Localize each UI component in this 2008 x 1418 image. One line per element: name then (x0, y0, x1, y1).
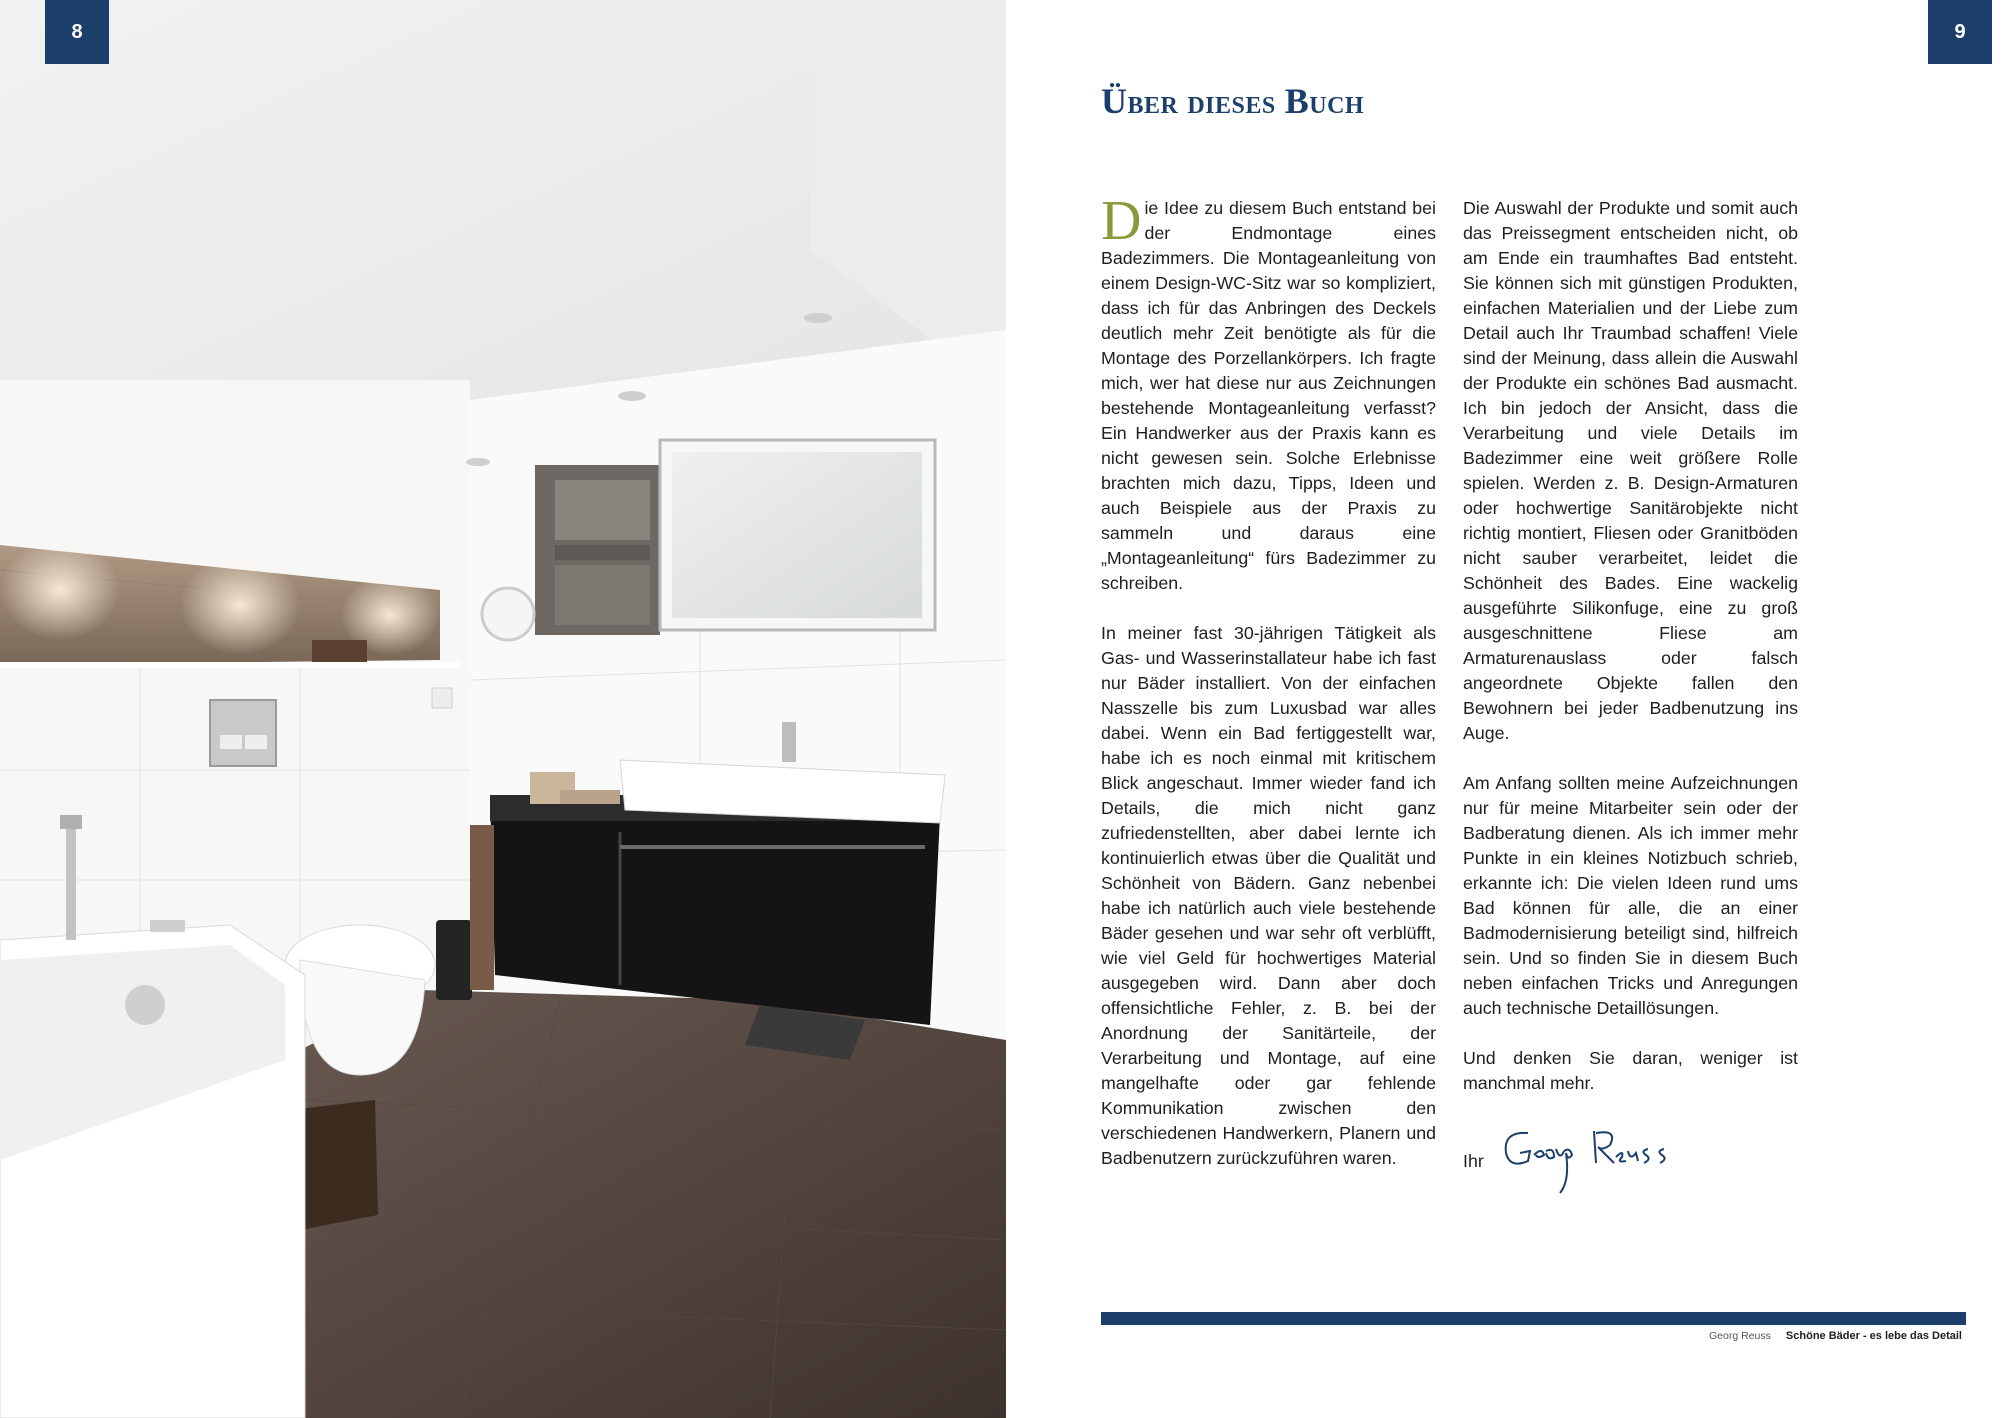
footer-book-title: Schöne Bäder - es lebe das Detail (1785, 1330, 1962, 1342)
text-column-1 (1101, 190, 1436, 1196)
title-part: ber dieses (1127, 84, 1285, 121)
paragraph-closing: Und denken Sie daran, weniger ist manchmal mehr. (1463, 1048, 1798, 1093)
signature-prefix: Ihr (1463, 1150, 1484, 1171)
paragraph-intro (1101, 190, 1436, 596)
title-initial: Ü (1101, 81, 1128, 121)
paragraph-notes: Am Anfang sollten meine Aufzeichnungen nur für meine Mitarbeiter sein oder der Badberatung dienen. Als ich immer mehr Punkte in ein kleines Notizbuch schrieb, erkannte ich: Die vielen Ideen rund ums Bad können für alle, die an einer Badmodernisierung beteiligt sind, hilfreich sein. Und so finden Sie in diesem Buch neben einfachen Tricks und Anregungen auch technische Detaillösungen. (1463, 773, 1798, 1018)
page-title (1101, 80, 1364, 122)
drop-cap: D (1101, 190, 1142, 252)
text-column-2 (1463, 196, 1798, 1201)
signature-line (1463, 1121, 1798, 1201)
handwritten-signature (1498, 1121, 1688, 1201)
title-initial-2: B (1284, 81, 1310, 121)
paragraph-experience: In meiner fast 30-jährigen Tätigkeit als Gas- und Wasserinstallateur habe ich fast nur Bäder installiert. Von der einfachen Nasszelle bis zum Luxusbad war alles dabei. Wenn ein Bad fertiggestellt war, habe ich es noch einmal mit kritischem Blick angeschaut. Immer wieder fand ich Details, die mich nicht ganz zufriedenstellten, aber dabei lernte ich kontinuierlich etwas über die Qualität und Schönheit von Bädern. Ganz nebenbei habe ich natürlich auch viele bestehende Bäder gesehen und war sehr oft verblüfft, wie viel Geld für hochwertiges Material ausgegeben wird. Dann aber doch offensichtliche Fehler, z. B. bei der Anordnung der Sanitärteile, der Verarbeitung und Montage, auf eine mangelhafte oder gar fehlende Kommunikation zwischen den verschiedenen Handwerkern, Planern und Badbenutzern zurückzuführen waren. (1101, 623, 1436, 1168)
right-page (1006, 0, 2008, 1418)
footer-bar (1101, 1312, 1966, 1325)
page-number-right: 9 (1928, 0, 1992, 64)
page-number-left: 8 (45, 0, 109, 64)
title-part-2: uch (1309, 84, 1365, 121)
paragraph-intro-text: ie Idee zu diesem Buch entstand bei der Endmontage eines Badezimmers. Die Montageanleitung von einem Design-WC-Sitz war so kompliziert, dass ich für das Anbringen des Deckels deutlich mehr Zeit benötigte als für die Montage des Porzellankörpers. Ich fragte mich, wer hat diese nur aus Zeichnungen bestehende Montageanleitung verfasst? Ein Handwerker aus der Praxis kann es nicht gewesen sein. Solche Erlebnisse brachten mich dazu, Tipps, Ideen und auch Beispiele aus der Praxis zu sammeln und daraus eine „Montageanleitung“ fürs Badezimmer zu schreiben. (1101, 198, 1436, 593)
footer-author: Georg Reuss (1708, 1330, 1771, 1342)
paragraph-products: Die Auswahl der Produkte und somit auch das Preissegment entscheiden nicht, ob am Ende ein traumhaftes Bad entsteht. Sie können sich mit günstigen Produkten, einfachen Materialien und der Liebe zum Detail auch Ihr Traumbad schaffen! Viele sind der Meinung, dass allein die Auswahl der Produkte ein schönes Bad ausmacht. Ich bin jedoch der Ansicht, dass die Verarbeitung und viele Details im Badezimmer eine weit größere Rolle spielen. Werden z. B. Design-Armaturen oder hochwertige Sanitärobjekte nicht richtig montiert, Fliesen oder Granitböden nicht sauber verarbeitet, leidet die Schönheit des Bades. Eine wackelig ausgeführte Silikonfuge, eine zu groß ausgeschnittene Fliese am Armaturenauslass oder falsch angeordnete Objekte fallen den Bewohnern bei jeder Badbenutzung ins Auge. (1463, 198, 1798, 743)
page-footer (1709, 1330, 1962, 1342)
